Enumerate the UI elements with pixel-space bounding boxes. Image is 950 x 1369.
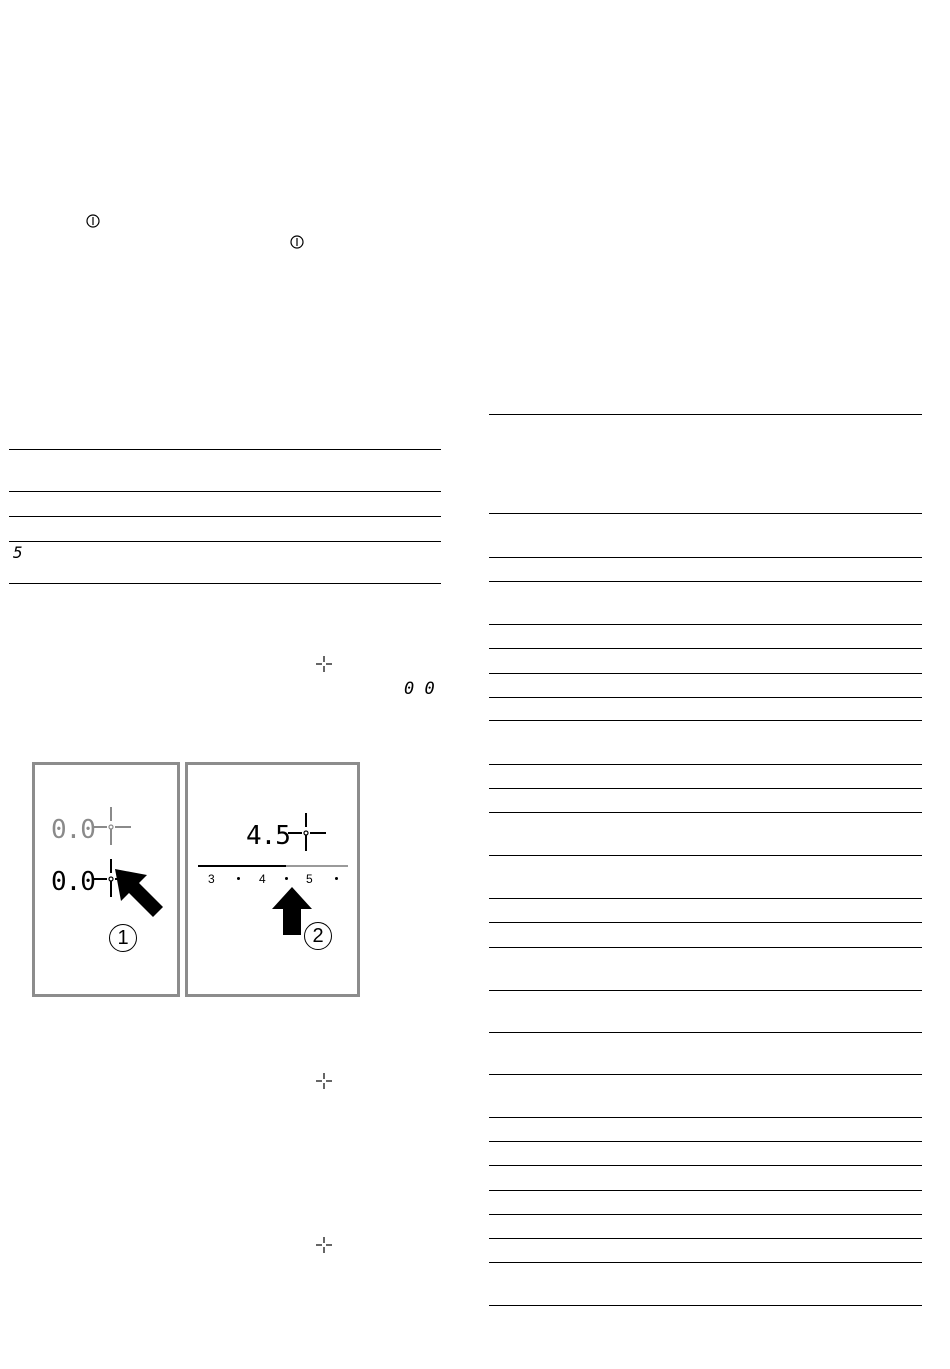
cross-icon	[315, 1236, 333, 1254]
table-rule	[489, 1238, 922, 1239]
table-rule	[489, 720, 922, 721]
table-rule	[9, 516, 441, 517]
zone-top-target-icon	[93, 807, 133, 847]
step-label-1: 1	[109, 924, 137, 952]
table-rule	[489, 898, 922, 899]
zone-target-icon	[288, 813, 328, 853]
power-icon	[86, 214, 100, 228]
table-rule	[489, 1262, 922, 1263]
table-rule	[489, 697, 922, 698]
table-rule	[489, 648, 922, 649]
table-rule	[489, 557, 922, 558]
cross-icon	[315, 1072, 333, 1090]
table-rule	[489, 1141, 922, 1142]
table-rule	[489, 624, 922, 625]
table-rule	[489, 581, 922, 582]
table-rule	[489, 1190, 922, 1191]
zone-bottom-value: 0.0	[51, 867, 95, 897]
table-rule	[489, 812, 922, 813]
zone-value: 4.5	[246, 821, 290, 851]
step-label-2: 2	[304, 922, 332, 950]
table-rule	[489, 1074, 922, 1075]
table-rule	[489, 1214, 922, 1215]
scale-bar-active	[198, 865, 286, 867]
table-rule	[489, 414, 922, 415]
figure-panel-1	[32, 762, 180, 997]
table-rule	[9, 449, 441, 450]
scale-bar-inactive	[286, 865, 348, 867]
table-rule	[489, 1165, 922, 1166]
cross-icon	[315, 655, 333, 673]
table-rule	[489, 764, 922, 765]
scale-label: 4	[259, 872, 266, 886]
table-rule	[9, 583, 441, 584]
scale-dot	[237, 877, 240, 880]
table-rule	[9, 491, 441, 492]
table-rule	[489, 673, 922, 674]
scale-dot	[285, 877, 288, 880]
table-rule	[489, 1117, 922, 1118]
figure-panel-2	[185, 762, 360, 997]
table-rule	[489, 947, 922, 948]
table-rule	[489, 990, 922, 991]
scale-label: 3	[208, 872, 215, 886]
display-code: 0 0	[404, 679, 435, 699]
table-rule	[489, 922, 922, 923]
zone-top-value: 0.0	[51, 815, 95, 845]
table-rule	[489, 1305, 922, 1306]
table-rule	[9, 541, 441, 542]
table-rule	[489, 1032, 922, 1033]
scale-label: 5	[306, 872, 313, 886]
arrow-icon	[111, 865, 167, 921]
power-icon	[290, 235, 304, 249]
table-rule	[489, 855, 922, 856]
table-rule	[489, 788, 922, 789]
scale-dot	[335, 877, 338, 880]
table-row-symbol: 5	[13, 543, 23, 562]
table-rule	[489, 513, 922, 514]
